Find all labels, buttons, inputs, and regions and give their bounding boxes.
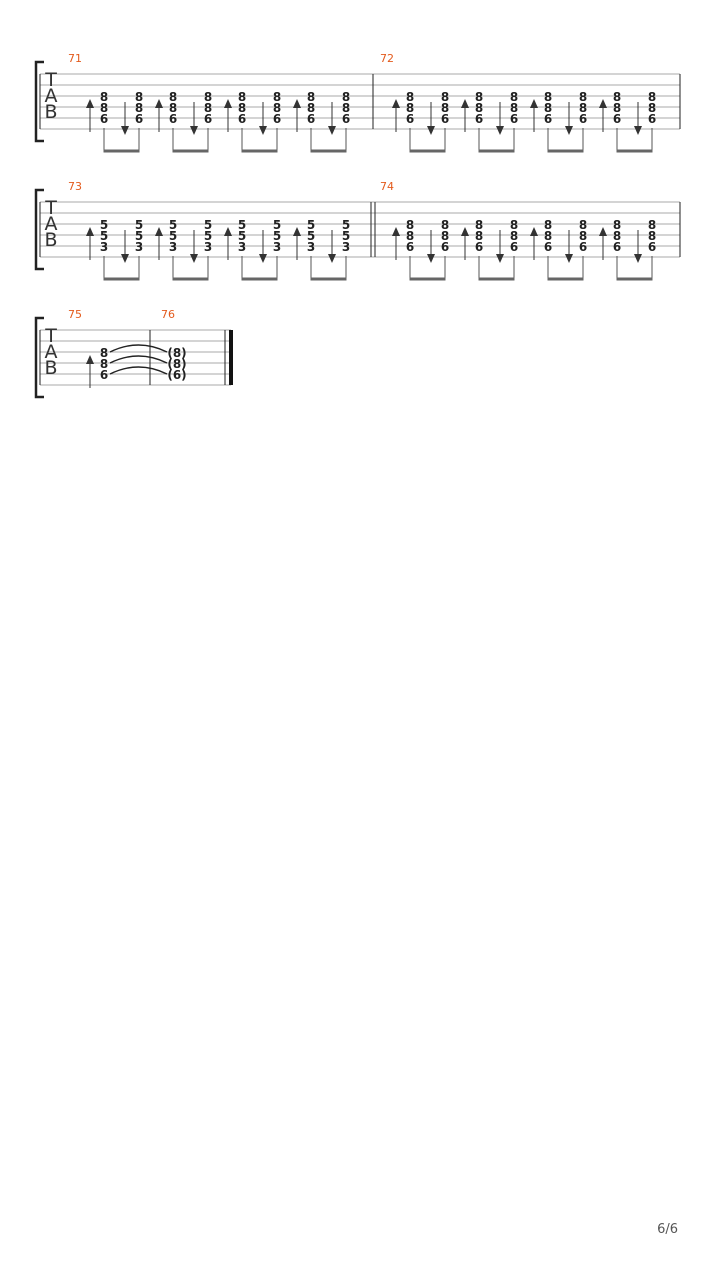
downstroke-arrow-icon	[259, 126, 267, 135]
fret-number: 6	[341, 112, 351, 126]
fret-number: 5	[168, 229, 178, 243]
downstroke-arrow-icon	[259, 254, 267, 263]
fret-number: 8	[99, 101, 109, 115]
fret-number: 5	[203, 218, 213, 232]
tab-clef-letter: A	[44, 213, 58, 235]
tab-clef-letter: T	[45, 325, 57, 347]
fret-number: 8	[543, 101, 553, 115]
upstroke-arrow-icon	[155, 227, 163, 236]
fret-number: 6	[237, 112, 247, 126]
fret-number: 6	[647, 240, 657, 254]
fret-number: 6	[203, 112, 213, 126]
fret-number: 8	[405, 218, 415, 232]
fret-number: 8	[509, 229, 519, 243]
fret-number: (6)	[167, 368, 187, 382]
fret-number: 8	[99, 346, 109, 360]
measure-number: 75	[68, 308, 82, 321]
tie-arc	[110, 345, 167, 352]
fret-number: 8	[134, 90, 144, 104]
fret-number: 6	[543, 240, 553, 254]
upstroke-arrow-icon	[293, 99, 301, 108]
fret-number: 8	[543, 229, 553, 243]
fret-number: (8)	[167, 357, 187, 371]
fret-number: 8	[578, 218, 588, 232]
fret-number: 5	[306, 229, 316, 243]
fret-number: 5	[237, 218, 247, 232]
downstroke-arrow-icon	[190, 254, 198, 263]
upstroke-arrow-icon	[224, 227, 232, 236]
fret-number: 8	[168, 101, 178, 115]
fret-number: 6	[509, 240, 519, 254]
fret-number: 5	[237, 229, 247, 243]
downstroke-arrow-icon	[427, 126, 435, 135]
upstroke-arrow-icon	[155, 99, 163, 108]
fret-number: 8	[474, 90, 484, 104]
fret-number: 8	[647, 101, 657, 115]
upstroke-arrow-icon	[86, 227, 94, 236]
fret-number: 8	[341, 101, 351, 115]
fret-number: 5	[168, 218, 178, 232]
fret-number: 6	[474, 240, 484, 254]
fret-number: 8	[99, 357, 109, 371]
fret-number: 8	[440, 101, 450, 115]
fret-number: 3	[306, 240, 316, 254]
fret-number: 8	[647, 90, 657, 104]
upstroke-arrow-icon	[392, 227, 400, 236]
fret-number: 8	[647, 229, 657, 243]
upstroke-arrow-icon	[599, 227, 607, 236]
tab-clef-letter: A	[44, 85, 58, 107]
fret-number: 8	[612, 90, 622, 104]
fret-number: 8	[168, 90, 178, 104]
tab-system	[36, 308, 231, 397]
upstroke-arrow-icon	[86, 99, 94, 108]
fret-number: 8	[612, 218, 622, 232]
upstroke-arrow-icon	[224, 99, 232, 108]
fret-number: 6	[306, 112, 316, 126]
upstroke-arrow-icon	[461, 99, 469, 108]
page-number: 6/6	[657, 1222, 678, 1237]
downstroke-arrow-icon	[427, 254, 435, 263]
fret-number: 5	[272, 229, 282, 243]
fret-number: 6	[405, 112, 415, 126]
fret-number: 3	[134, 240, 144, 254]
fret-number: 8	[99, 90, 109, 104]
tab-clef-letter: T	[45, 69, 57, 91]
tab-clef-letter: B	[44, 101, 58, 123]
downstroke-arrow-icon	[634, 254, 642, 263]
fret-number: 8	[509, 218, 519, 232]
tie-arc	[110, 367, 167, 374]
fret-number: 5	[134, 229, 144, 243]
fret-number: 8	[272, 90, 282, 104]
tab-clef-letter: A	[44, 341, 58, 363]
fret-number: 6	[578, 240, 588, 254]
fret-number: 6	[612, 240, 622, 254]
fret-number: 5	[272, 218, 282, 232]
fret-number: 6	[509, 112, 519, 126]
fret-number: 5	[306, 218, 316, 232]
tab-system	[36, 180, 680, 280]
fret-number: 5	[203, 229, 213, 243]
downstroke-arrow-icon	[565, 254, 573, 263]
fret-number: 8	[612, 229, 622, 243]
fret-number: 3	[237, 240, 247, 254]
measure-number: 72	[380, 52, 394, 65]
fret-number: 6	[647, 112, 657, 126]
fret-number: 6	[474, 112, 484, 126]
fret-number: 8	[474, 229, 484, 243]
downstroke-arrow-icon	[328, 126, 336, 135]
fret-number: 8	[578, 101, 588, 115]
upstroke-arrow-icon	[530, 99, 538, 108]
measure-number: 73	[68, 180, 82, 193]
fret-number: 8	[272, 101, 282, 115]
downstroke-arrow-icon	[496, 126, 504, 135]
upstroke-arrow-icon	[599, 99, 607, 108]
fret-number: 3	[272, 240, 282, 254]
downstroke-arrow-icon	[328, 254, 336, 263]
upstroke-arrow-icon	[461, 227, 469, 236]
fret-number: 6	[612, 112, 622, 126]
fret-number: 8	[543, 90, 553, 104]
upstroke-arrow-icon	[530, 227, 538, 236]
tab-system	[36, 52, 680, 152]
fret-number: 8	[578, 229, 588, 243]
fret-number: 8	[203, 90, 213, 104]
fret-number: 6	[440, 112, 450, 126]
fret-number: 8	[440, 218, 450, 232]
fret-number: 8	[543, 218, 553, 232]
upstroke-arrow-icon	[293, 227, 301, 236]
downstroke-arrow-icon	[190, 126, 198, 135]
fret-number: 8	[440, 90, 450, 104]
fret-number: (8)	[167, 346, 187, 360]
upstroke-arrow-icon	[392, 99, 400, 108]
downstroke-arrow-icon	[121, 254, 129, 263]
measure-number: 76	[161, 308, 175, 321]
fret-number: 8	[578, 90, 588, 104]
tie-arc	[110, 356, 167, 363]
fret-number: 3	[341, 240, 351, 254]
measure-number: 71	[68, 52, 82, 65]
fret-number: 8	[405, 101, 415, 115]
fret-number: 8	[612, 101, 622, 115]
measure-number: 74	[380, 180, 394, 193]
fret-number: 8	[134, 101, 144, 115]
fret-number: 6	[134, 112, 144, 126]
fret-number: 8	[306, 101, 316, 115]
fret-number: 8	[440, 229, 450, 243]
fret-number: 8	[474, 218, 484, 232]
downstroke-arrow-icon	[121, 126, 129, 135]
downstroke-arrow-icon	[565, 126, 573, 135]
fret-number: 6	[99, 368, 109, 382]
fret-number: 8	[203, 101, 213, 115]
fret-number: 6	[405, 240, 415, 254]
fret-number: 8	[341, 90, 351, 104]
fret-number: 6	[99, 112, 109, 126]
fret-number: 3	[99, 240, 109, 254]
fret-number: 6	[578, 112, 588, 126]
fret-number: 8	[405, 229, 415, 243]
fret-number: 5	[134, 218, 144, 232]
downstroke-arrow-icon	[496, 254, 504, 263]
tab-clef-letter: T	[45, 197, 57, 219]
fret-number: 5	[341, 229, 351, 243]
fret-number: 6	[168, 112, 178, 126]
fret-number: 5	[99, 218, 109, 232]
fret-number: 3	[168, 240, 178, 254]
fret-number: 8	[306, 90, 316, 104]
fret-number: 5	[341, 218, 351, 232]
fret-number: 8	[647, 218, 657, 232]
fret-number: 3	[203, 240, 213, 254]
fret-number: 6	[440, 240, 450, 254]
upstroke-arrow-icon	[86, 355, 94, 364]
tab-clef-letter: B	[44, 229, 58, 251]
fret-number: 8	[405, 90, 415, 104]
fret-number: 8	[474, 101, 484, 115]
fret-number: 6	[543, 112, 553, 126]
fret-number: 8	[237, 101, 247, 115]
fret-number: 8	[509, 101, 519, 115]
fret-number: 5	[99, 229, 109, 243]
fret-number: 8	[509, 90, 519, 104]
tab-clef-letter: B	[44, 357, 58, 379]
downstroke-arrow-icon	[634, 126, 642, 135]
fret-number: 6	[272, 112, 282, 126]
fret-number: 8	[237, 90, 247, 104]
